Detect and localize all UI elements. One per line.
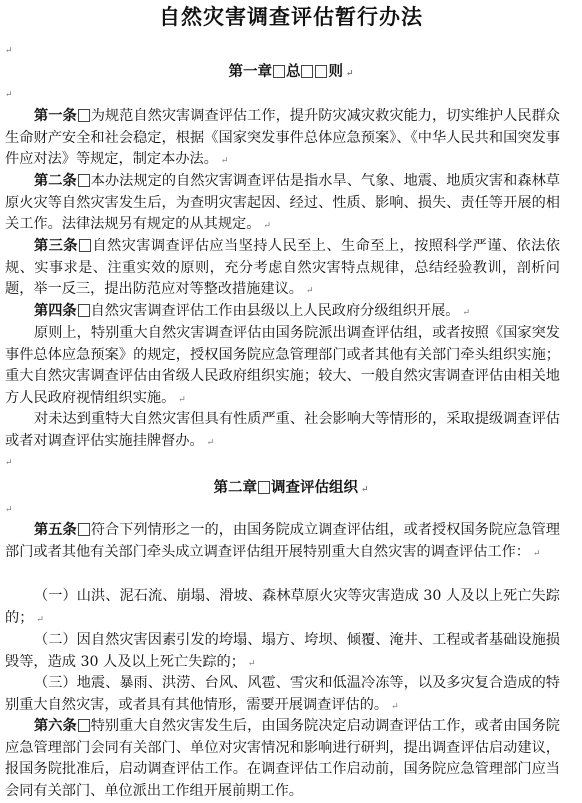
article-1-text: 为规范自然灾害调查评估工作，提升防灾减灾救灾能力，切实维护人民群众生命财产安全和社会稳定，根据《国家突发事件总体应急预案》、《中华人民共和国突发事件应对法》等规定，制定本办法。 <box>5 108 560 167</box>
article-4 <box>5 301 560 325</box>
article-1-number: 第一条 <box>34 108 77 124</box>
chapter-1-prefix: 第一章 <box>228 63 272 80</box>
chapter-1-word-2: 则 <box>328 63 343 80</box>
article-2 <box>5 171 560 238</box>
chapter-1-heading <box>0 62 582 84</box>
article-4-clause-3-text: 对未达到重特大自然灾害但具有性质严重、社会影响大等情形的，采取提级调查评估或者对调查评估实施挂牌督办。 <box>5 411 560 449</box>
document-title: 自然灾害调查评估暂行办法 <box>159 4 423 29</box>
article-3-number: 第三条 <box>34 238 78 254</box>
article-6 <box>5 716 560 802</box>
article-5 <box>5 520 560 565</box>
paragraph-mark: ↵ <box>5 46 13 56</box>
paragraph-mark: ↵ <box>391 701 399 712</box>
paragraph-mark: ↵ <box>5 505 13 515</box>
article-4-clause-2-text: 原则上，特别重大自然灾害调查评估由国务院派出调查评估组，或者按照《国家突发事件总体应急预案》的规定，授权国务院应急管理部门或者其他有关部门牵头组织实施；重大自然灾害调查评估由省级人民政府组织实施；较大、一般自然灾害调查评估由相关地方人民政府视情组织实施。 <box>5 325 560 406</box>
article-6-text: 特别重大自然灾害发生后，由国务院决定启动调查评估工作，或者由国务院应急管理部门会同有关部门、单位对灾害情况和影响进行研判，提出调查评估启动建议，报国务院批准后，启动调查评估工作。在调查评估工作启动前，国务院应急管理部门应当会同有关部门、单位派出工作组开展前期工作。 <box>5 718 560 799</box>
paragraph-mark: ↵ <box>36 614 44 625</box>
article-3 <box>5 236 560 303</box>
blank-box <box>301 65 313 78</box>
blank-box <box>78 109 90 122</box>
paragraph-mark: ↵ <box>263 221 271 231</box>
article-5-item-2-text: （二）因自然灾害因素引发的垮塌、塌方、垮坝、倾覆、淹井、工程或者基础设施损毁等，造成 30 人及以上死亡失踪的； <box>5 632 560 670</box>
chapter-2-name: 调查评估组织 <box>270 479 358 496</box>
paragraph-mark: ↵ <box>220 156 229 166</box>
blank-box <box>258 481 270 494</box>
article-4-text: 自然灾害调查评估工作由县级以上人民政府分级组织开展。 <box>90 303 460 319</box>
blank-box <box>78 719 90 732</box>
blank-box <box>273 65 285 78</box>
paragraph-mark: ↵ <box>178 394 186 405</box>
blank-box <box>315 65 327 78</box>
blank-box <box>79 239 91 252</box>
paragraph-mark: ↵ <box>305 286 314 296</box>
paragraph-mark: ↵ <box>360 485 369 495</box>
article-4-clause-3 <box>5 409 560 454</box>
article-5-number: 第五条 <box>34 522 77 538</box>
article-5-item-2 <box>5 630 560 675</box>
paragraph-mark: ↵ <box>345 69 354 79</box>
chapter-1-word-1: 总 <box>285 63 301 80</box>
article-4-clause-2 <box>5 323 560 411</box>
blank-box <box>78 174 90 187</box>
article-5-item-3-text: （三）地震、暴雨、洪涝、台风、风雹、雪灾和低温冷冻等，以及多灾复合造成的特别重大自然灾害，或者具有其他情形，需要开展调查评估的。 <box>5 675 560 713</box>
article-5-item-3 <box>5 673 560 718</box>
paragraph-mark: ↵ <box>462 308 471 318</box>
article-6-number: 第六条 <box>34 718 77 734</box>
article-3-text: 自然灾害调查评估应当坚持人民至上、生命至上，按照科学严谨、依法依规、实事求是、注重实效的原则，充分考虑自然灾害特点规律，总结经验教训，剖析问题，举一反三，提出防范应对等整改措施建议。 <box>5 238 560 297</box>
article-5-text: 符合下列情形之一的，由国务院成立调查评估组，或者授权国务院应急管理部门或者其他有关部门牵头成立调查评估组开展特别重大自然灾害的调查评估工作： <box>5 522 560 560</box>
article-1 <box>5 106 560 173</box>
article-2-text: 本办法规定的自然灾害调查评估是指水旱、气象、地震、地质灾害和森林草原火灾等自然灾害发生后，为查明灾害起因、经过、性质、影响、损失、责任等开展的相关工作。法律法规另有规定的从其规定。 <box>5 173 560 232</box>
blank-box <box>78 304 90 317</box>
chapter-2-heading <box>0 478 582 500</box>
paragraph-mark: ↵ <box>532 548 541 559</box>
blank-box <box>78 523 90 536</box>
paragraph-mark: ↵ <box>247 658 256 669</box>
chapter-2-prefix: 第二章 <box>213 479 257 496</box>
article-5-item-1-text: （一）山洪、泥石流、崩塌、滑坡、森林草原火灾等灾害造成 30 人及以上死亡失踪的； <box>5 588 560 626</box>
article-2-number: 第二条 <box>34 173 77 189</box>
paragraph-mark: ↵ <box>5 90 13 100</box>
article-4-number: 第四条 <box>34 303 77 319</box>
article-5-item-1 <box>5 586 560 631</box>
paragraph-mark: ↵ <box>206 437 215 448</box>
paragraph-mark: ↵ <box>5 458 13 468</box>
